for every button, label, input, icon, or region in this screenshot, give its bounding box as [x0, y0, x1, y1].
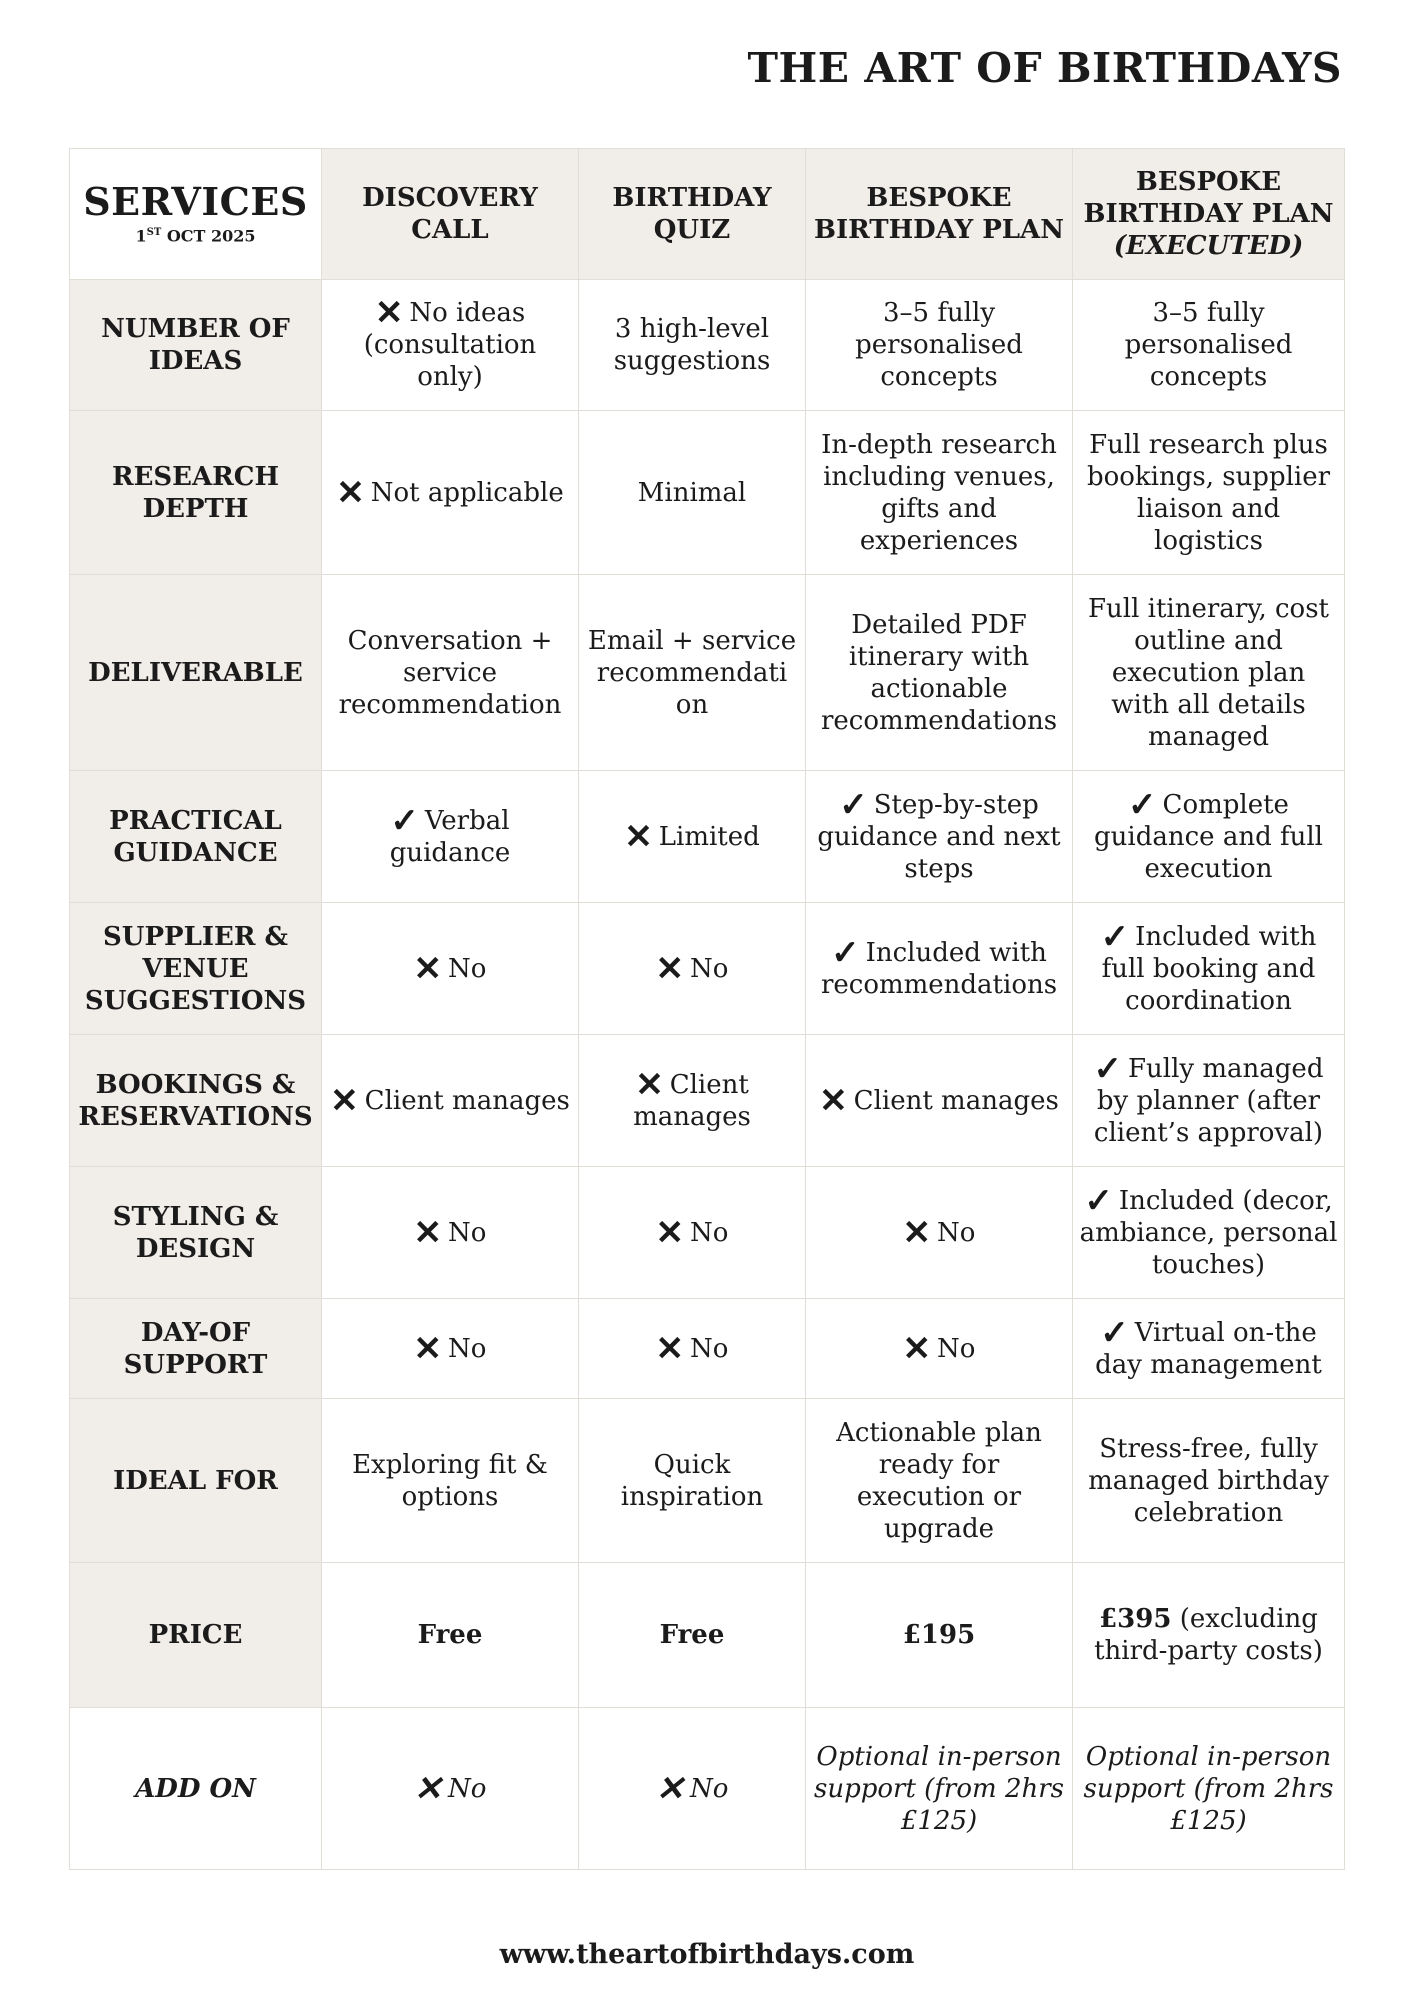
table-cell: ✕ No: [579, 1708, 806, 1870]
price-cell: Free: [322, 1563, 579, 1708]
table-cell: ✓ Included with recommendations: [806, 903, 1073, 1035]
cross-icon: ✕: [819, 1080, 848, 1121]
table-cell: ✕ Client manages: [579, 1035, 806, 1167]
table-cell: ✕ Client manages: [806, 1035, 1073, 1167]
table-row: [70, 771, 1345, 903]
table-cell: ✕ No: [322, 1708, 579, 1870]
table-cell: Full itinerary, cost outline and execution plan with all details managed: [1073, 575, 1345, 771]
column-header-birthday-quiz: BIRTHDAY QUIZ: [579, 149, 806, 280]
table-cell: ✓ Complete guidance and full execution: [1073, 771, 1345, 903]
cross-icon: ✕: [413, 1768, 443, 1809]
table-cell: ✕ No: [322, 1299, 579, 1399]
check-icon: ✓: [831, 932, 860, 973]
row-label: STYLING & DESIGN: [70, 1167, 322, 1299]
row-label: PRICE: [70, 1563, 322, 1708]
table-cell: ✕ Not applicable: [322, 411, 579, 575]
check-icon: ✓: [1128, 784, 1157, 825]
row-label: PRACTICAL GUIDANCE: [70, 771, 322, 903]
price-cell: £195: [806, 1563, 1073, 1708]
row-label: NUMBER OF IDEAS: [70, 280, 322, 411]
services-comparison-table: [69, 148, 1345, 1870]
website-link[interactable]: www.theartofbirthdays.com: [499, 1939, 915, 1970]
table-cell: 3–5 fully personalised concepts: [1073, 280, 1345, 411]
table-cell: ✕ No: [806, 1299, 1073, 1399]
cross-icon: ✕: [374, 293, 404, 333]
cross-icon: ✕: [635, 1064, 664, 1105]
table-row: [70, 411, 1345, 575]
header-row: [70, 149, 1345, 280]
check-icon: ✓: [1084, 1180, 1113, 1221]
table-cell: Exploring fit & options: [322, 1399, 579, 1563]
cross-icon: ✕: [655, 948, 685, 989]
table-cell: In-depth research including venues, gifts and experiences: [806, 411, 1073, 575]
cross-icon: ✕: [655, 1328, 685, 1369]
price-cell: £395 (excluding third-party costs): [1073, 1563, 1345, 1708]
table-cell: ✓ Included (decor, ambiance, personal touches): [1073, 1167, 1345, 1299]
brand-title: THE ART OF BIRTHDAYS: [747, 44, 1342, 92]
column-header-discovery-call: DISCOVERY CALL: [322, 149, 579, 280]
row-label: RESEARCH DEPTH: [70, 411, 322, 575]
cross-icon: ✕: [902, 1328, 932, 1369]
check-icon: ✓: [1093, 1048, 1123, 1089]
table-row: [70, 1299, 1345, 1399]
column-header-bespoke-plan-executed: BESPOKE BIRTHDAY PLAN (EXECUTED): [1073, 149, 1345, 280]
row-label: ADD ON: [70, 1708, 322, 1870]
cross-icon: ✕: [413, 1328, 443, 1369]
table-cell: Stress-free, fully managed birthday celebration: [1073, 1399, 1345, 1563]
table-cell: ✕ No: [579, 1167, 806, 1299]
column-header-bespoke-plan: BESPOKE BIRTHDAY PLAN: [806, 149, 1073, 280]
cross-icon: ✕: [336, 472, 365, 513]
table-cell: 3–5 fully personalised concepts: [806, 280, 1073, 411]
table-cell: ✓ Verbal guidance: [322, 771, 579, 903]
table-cell: Actionable plan ready for execution or upgrade: [806, 1399, 1073, 1563]
date-label: 1ST OCT 2025: [135, 226, 256, 246]
check-icon: ✓: [839, 784, 868, 825]
table-cell: Full research plus bookings, supplier liaison and logistics: [1073, 411, 1345, 575]
cross-icon: ✕: [413, 1212, 443, 1253]
table-cell: ✕ Limited: [579, 771, 806, 903]
table-cell: ✓ Step-by-step guidance and next steps: [806, 771, 1073, 903]
table-cell: ✕ No: [322, 903, 579, 1035]
table-row: [70, 1399, 1345, 1563]
table-cell: ✕ No ideas (consultation only): [322, 280, 579, 411]
check-icon: ✓: [390, 800, 419, 841]
table-cell: Minimal: [579, 411, 806, 575]
table-cell: ✕ No: [806, 1167, 1073, 1299]
table-row: [70, 280, 1345, 411]
services-title: SERVICES: [83, 179, 308, 225]
table-row: [70, 1708, 1345, 1870]
table-cell: Optional in-person support (from 2hrs £125): [1073, 1708, 1345, 1870]
cross-icon: ✕: [624, 816, 653, 857]
cross-icon: ✕: [655, 1768, 685, 1809]
table-cell: ✓ Virtual on-the day management: [1073, 1299, 1345, 1399]
table-row: [70, 1563, 1345, 1708]
row-label: DELIVERABLE: [70, 575, 322, 771]
table-cell: Conversation + service recommendation: [322, 575, 579, 771]
table-cell: ✓ Included with full booking and coordination: [1073, 903, 1345, 1035]
table-row: [70, 575, 1345, 771]
row-label: DAY-OF SUPPORT: [70, 1299, 322, 1399]
price-cell: Free: [579, 1563, 806, 1708]
table-cell: ✕ No: [579, 903, 806, 1035]
check-icon: ✓: [1100, 916, 1130, 957]
cross-icon: ✕: [902, 1212, 932, 1253]
table-row: [70, 1035, 1345, 1167]
table-row: [70, 1167, 1345, 1299]
table-cell: Quick inspiration: [579, 1399, 806, 1563]
table-row: [70, 903, 1345, 1035]
check-icon: ✓: [1100, 1312, 1129, 1353]
cross-icon: ✕: [330, 1080, 359, 1121]
table-cell: ✕ Client manages: [322, 1035, 579, 1167]
table-cell: ✕ No: [579, 1299, 806, 1399]
table-cell: Detailed PDF itinerary with actionable recommendations: [806, 575, 1073, 771]
table-cell: 3 high-level suggestions: [579, 280, 806, 411]
table-cell: Optional in-person support (from 2hrs £125): [806, 1708, 1073, 1870]
cross-icon: ✕: [413, 948, 443, 989]
row-label: IDEAL FOR: [70, 1399, 322, 1563]
table-cell: ✕ No: [322, 1167, 579, 1299]
cross-icon: ✕: [655, 1212, 685, 1253]
row-label: BOOKINGS & RESERVATIONS: [70, 1035, 322, 1167]
table-cell: Email + service recommendati on: [579, 575, 806, 771]
services-heading-cell: [70, 149, 322, 280]
table-cell: ✓ Fully managed by planner (after client’s approval): [1073, 1035, 1345, 1167]
row-label: SUPPLIER & VENUE SUGGESTIONS: [70, 903, 322, 1035]
